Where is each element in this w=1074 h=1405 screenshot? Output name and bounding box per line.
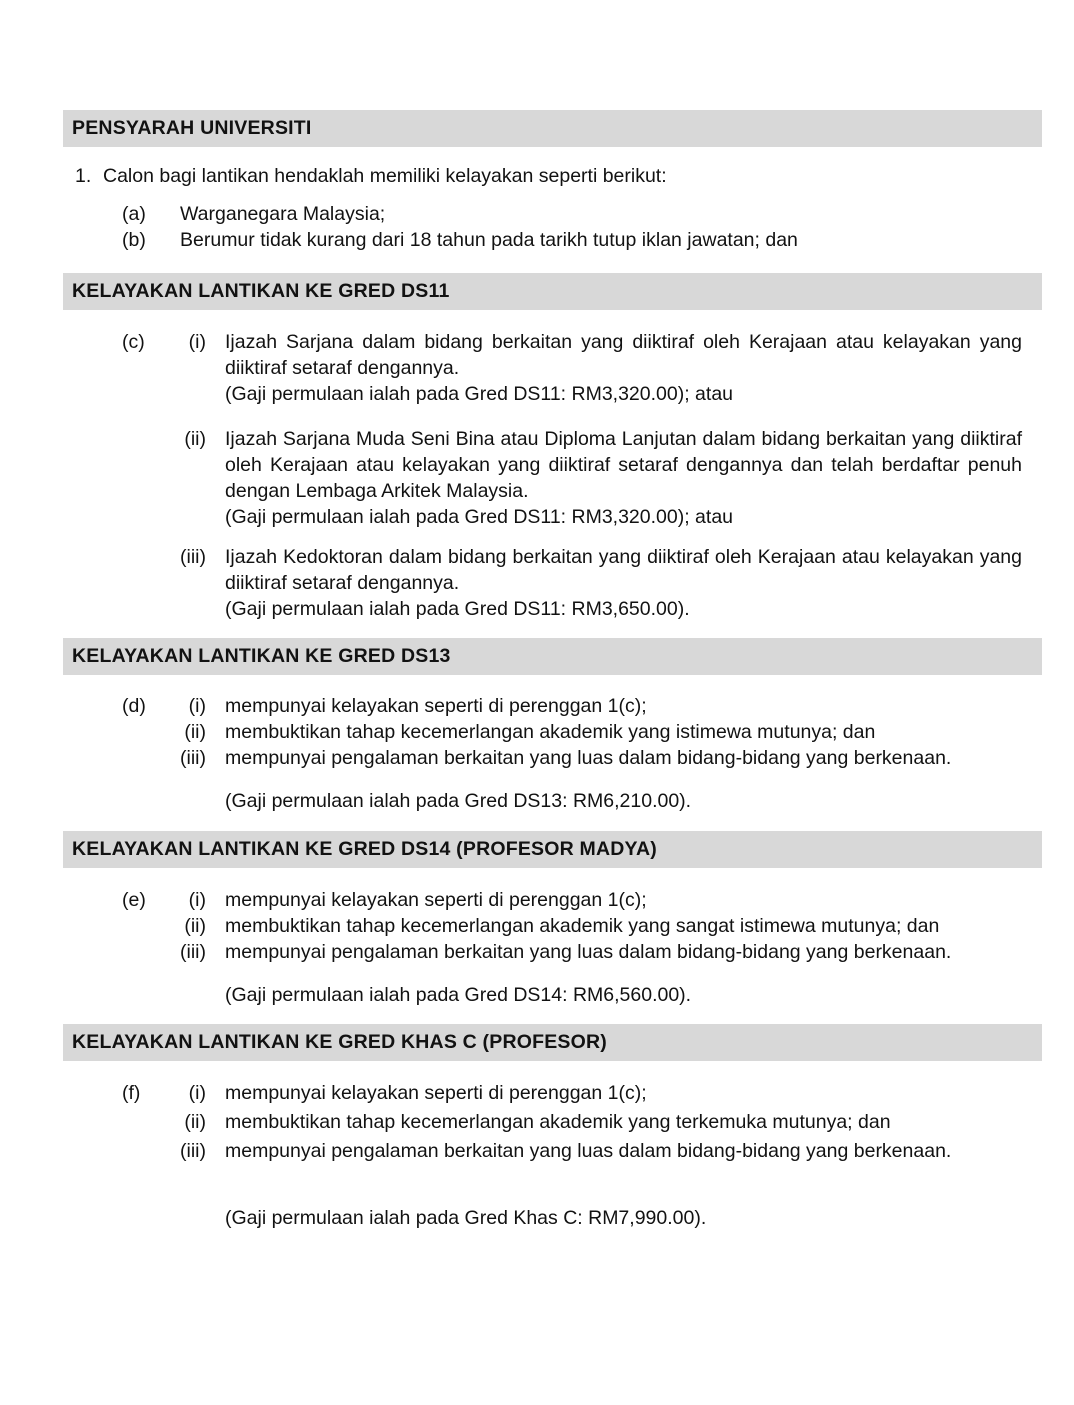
list-item [122,329,1022,407]
list-item [122,426,1022,530]
item-text: mempunyai kelayakan seperti di perenggan 1(c); [225,695,647,717]
salary-note: (Gaji permulaan ialah pada Gred Khas C: RM7,990.00). [225,1207,707,1229]
salary-note: (Gaji permulaan ialah pada Gred DS11: RM3,320.00); atau [225,506,734,528]
list-item [122,1138,1022,1164]
section-items [63,1080,1042,1164]
list-item [122,693,1022,719]
item-roman: (iii) [180,546,206,568]
item-text: Warganegara Malaysia; [180,203,386,225]
item-letter: (e) [122,889,146,911]
item-letter [122,719,180,745]
salary-note: (Gaji permulaan ialah pada Gred DS13: RM6,210.00). [225,790,692,812]
section-header-gred-ds14: KELAYAKAN LANTIKAN KE GRED DS14 (PROFESOR MADYA) [63,831,1042,868]
item-roman: (ii) [184,915,206,937]
item-text: mempunyai kelayakan seperti di perenggan 1(c); [225,1082,647,1104]
item-text: membuktikan tahap kecemerlangan akademik yang terkemuka mutunya; dan [225,1111,891,1133]
section-header-gred-ds13: KELAYAKAN LANTIKAN KE GRED DS13 [63,638,1042,675]
item-roman: (ii) [184,1111,206,1133]
item-letter [122,1138,180,1164]
section-header-pensyarah-universiti: PENSYARAH UNIVERSITI [63,110,1042,147]
item-label: (a) [122,203,146,225]
item-text [225,426,1022,530]
item-label: (b) [122,229,146,251]
item-text [225,544,1022,622]
item-letter [122,939,180,965]
item-body: Ijazah Sarjana Muda Seni Bina atau Diploma Lanjutan dalam bidang berkaitan yang diiktiraf oleh Kerajaan atau kelayakan yang diiktiraf setaraf dengannya dan telah berdaftar penuh dengan Lembaga Arkitek Malaysia. [225,428,1022,502]
item-roman: (ii) [184,428,206,450]
item-text: membuktikan tahap kecemerlangan akademik yang sangat istimewa mutunya; dan [225,915,940,937]
item-letter: (f) [122,1082,141,1104]
item-body: Ijazah Kedoktoran dalam bidang berkaitan yang diiktiraf oleh Kerajaan atau kelayakan yang diiktiraf setaraf dengannya. [225,546,1022,594]
item-letter [122,544,180,622]
list-item [122,1080,1022,1106]
item-roman: (i) [188,889,206,911]
salary-note: (Gaji permulaan ialah pada Gred DS11: RM3,320.00); atau [225,383,734,405]
list-item [122,939,1022,965]
intro-number: 1. [75,165,92,187]
list-item [122,1109,1022,1135]
item-roman: (i) [188,331,206,353]
item-roman: (iii) [180,941,206,963]
item-text: mempunyai pengalaman berkaitan yang luas dalam bidang-bidang yang berkenaan. [225,1140,952,1162]
list-item [122,745,1022,771]
section-items [63,887,1042,965]
section-header-gred-khas-c: KELAYAKAN LANTIKAN KE GRED KHAS C (PROFESOR) [63,1024,1042,1061]
item-letter [122,745,180,771]
item-roman: (i) [188,1082,206,1104]
item-roman: (iii) [180,1140,206,1162]
list-item [122,887,1022,913]
item-letter [122,913,180,939]
item-text: Berumur tidak kurang dari 18 tahun pada tarikh tutup iklan jawatan; dan [180,229,798,251]
document-page [63,110,1042,1231]
list-item [122,227,1042,253]
section-items [63,693,1042,771]
intro-text: Calon bagi lantikan hendaklah memiliki kelayakan seperti berikut: [103,165,667,187]
section-header-gred-ds11: KELAYAKAN LANTIKAN KE GRED DS11 [63,273,1042,310]
item-text [225,329,1022,407]
item-text: membuktikan tahap kecemerlangan akademik yang istimewa mutunya; dan [225,721,876,743]
list-item [122,544,1022,622]
item-letter [122,426,180,530]
basic-requirements-list [63,201,1042,253]
intro-paragraph [63,163,1042,189]
list-item [122,913,1022,939]
item-letter [122,1109,180,1135]
item-roman: (ii) [184,721,206,743]
item-letter: (d) [122,695,146,717]
item-letter: (c) [122,331,145,353]
item-text: mempunyai kelayakan seperti di perenggan 1(c); [225,889,647,911]
item-text: mempunyai pengalaman berkaitan yang luas dalam bidang-bidang yang berkenaan. [225,747,952,769]
item-text: mempunyai pengalaman berkaitan yang luas dalam bidang-bidang yang berkenaan. [225,941,952,963]
list-item [122,719,1022,745]
item-roman: (i) [188,695,206,717]
item-body: Ijazah Sarjana dalam bidang berkaitan yang diiktiraf oleh Kerajaan atau kelayakan yang diiktiraf setaraf dengannya. [225,331,1022,379]
list-item [122,201,1042,227]
item-roman: (iii) [180,747,206,769]
salary-note: (Gaji permulaan ialah pada Gred DS14: RM6,560.00). [225,984,692,1006]
salary-note: (Gaji permulaan ialah pada Gred DS11: RM3,650.00). [225,598,690,620]
